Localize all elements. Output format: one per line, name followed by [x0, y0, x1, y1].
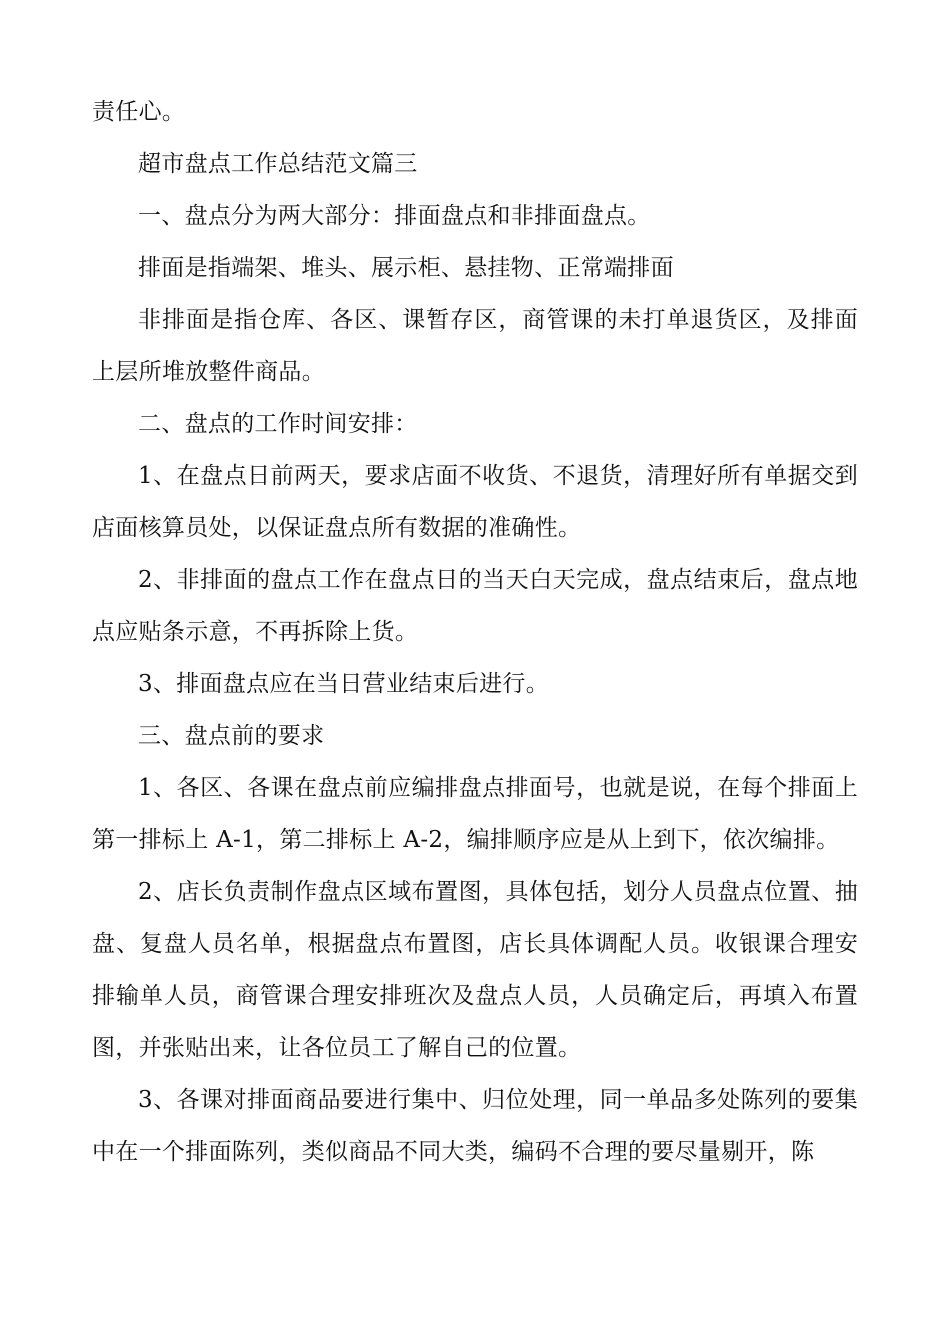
paragraph-8: 2、非排面的盘点工作在盘点日的当天白天完成，盘点结束后，盘点地点应贴条示意，不再拆除上货。 — [92, 567, 858, 645]
paragraph-12: 2、店长负责制作盘点区域布置图，具体包括，划分人员盘点位置、抽盘、复盘人员名单，根据盘点布置图，店长具体调配人员。收银课合理安排输单人员，商管课合理安排班次及盘点人员，人员确定后，再填入布置图，并张贴出来，让各位员工了解自己的位置。 — [92, 879, 858, 1061]
paragraph-10: 三、盘点前的要求 — [138, 723, 325, 749]
paragraph-13: 3、各课对排面商品要进行集中、归位处理，同一单品多处陈列的要集中在一个排面陈列，类似商品不同大类，编码不合理的要尽量剔开，陈 — [92, 1087, 858, 1165]
section-title: 超市盘点工作总结范文篇三 — [138, 151, 418, 177]
paragraph-3: 一、盘点分为两大部分：排面盘点和非排面盘点。 — [138, 203, 651, 229]
document-body — [92, 86, 858, 1178]
paragraph-7: 1、在盘点日前两天，要求店面不收货、不退货，清理好所有单据交到店面核算员处，以保证盘点所有数据的准确性。 — [92, 463, 858, 541]
paragraph-1: 责任心。 — [92, 99, 186, 125]
paragraph-9: 3、排面盘点应在当日营业结束后进行。 — [138, 671, 550, 697]
paragraph-5: 非排面是指仓库、各区、课暂存区，商管课的未打单退货区，及排面上层所堆放整件商品。 — [92, 307, 858, 385]
paragraph-6: 二、盘点的工作时间安排： — [138, 411, 418, 437]
paragraph-11: 1、各区、各课在盘点前应编排盘点排面号，也就是说，在每个排面上第一排标上 A-1，第二排标上 A-2，编排顺序应是从上到下，依次编排。 — [92, 775, 858, 853]
paragraph-4: 排面是指端架、堆头、展示柜、悬挂物、正常端排面 — [138, 255, 674, 281]
